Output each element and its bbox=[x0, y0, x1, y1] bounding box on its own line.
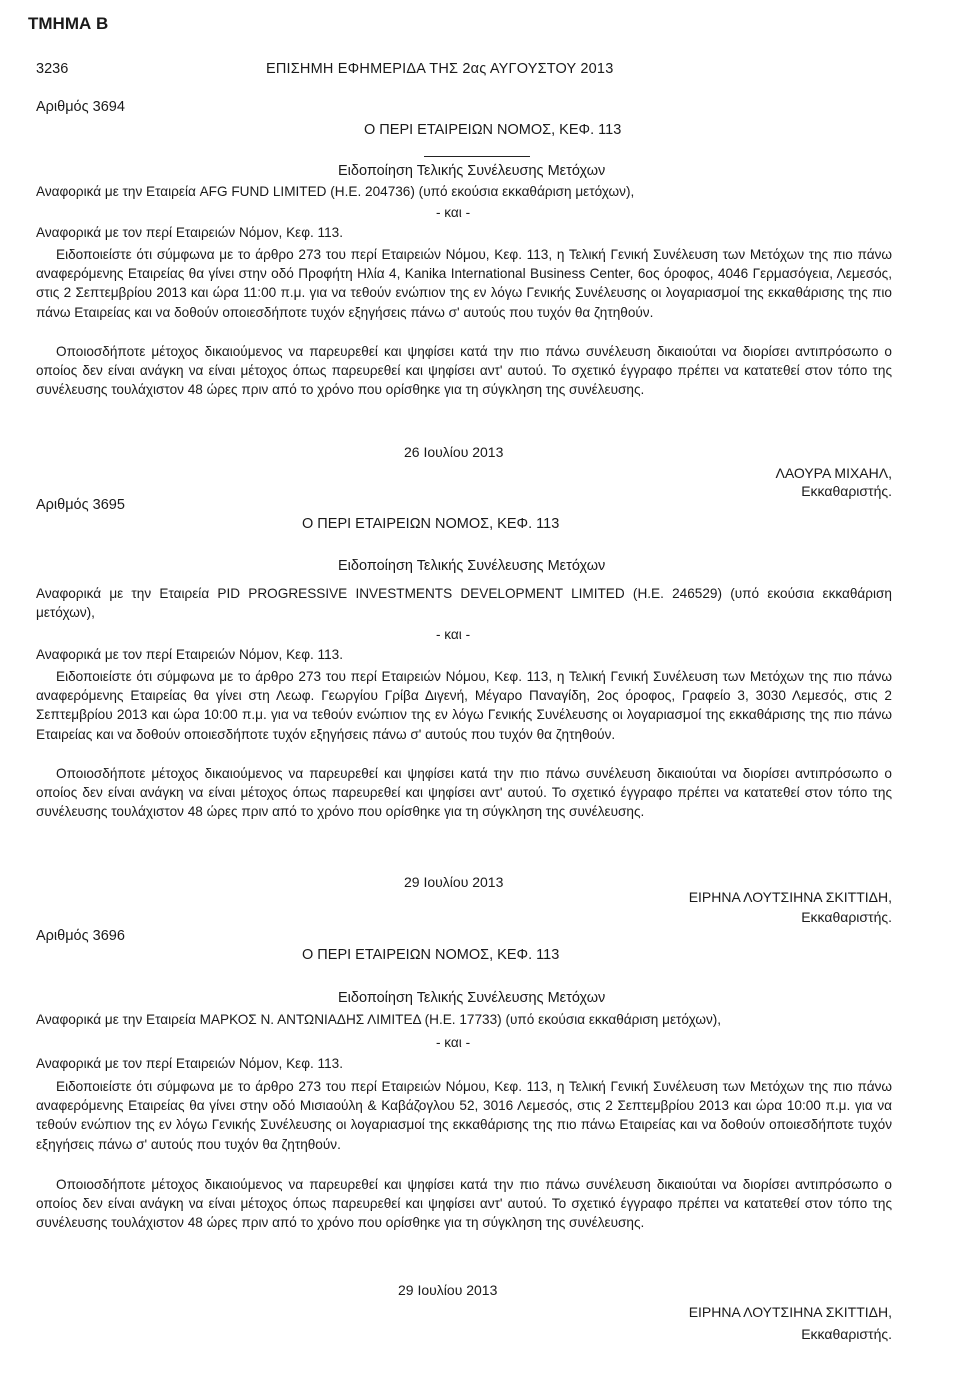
notice-title: Ειδοποίηση Τελικής Συνέλευσης Μετόχων bbox=[338, 163, 606, 179]
notice-body: Ειδοποιείστε ότι σύμφωνα με το άρθρο 273 του περί Εταιρειών Νόμου, Κεφ. 113, η Τελική Γενική Συνέλευση των Μετόχων της πιο πάνω αναφερόμενης Εταιρείας θα γίνει στην οδό Μισιαούλη & Καβάζογλου 52, 3016 Λεμεσός, στις 2 Σεπτεμβρίου 2013 και ώρα 10:00 π.μ. για να τεθούν ενώπιον της εν λόγω Γενικής Συνέλευσης οι λογαριασμοί της εκκαθάρισης της πιο πάνω Εταιρείας και να δοθούν οποιεσδήποτε τυχόν εξηγήσεις πάνω σ' αυτούς που τυχόν θα ζητηθούν. bbox=[36, 1079, 892, 1152]
proxy-paragraph: Οποιοσδήποτε μέτοχος δικαιούμενος να παρευρεθεί και ψηφίσει κατά την πιο πάνω συνέλευση δικαιούται να διορίσει αντιπρόσωπο ο οποίος δεν είναι ανάγκη να είναι μέτοχος όπως παρευρεθεί και ψηφίσει αντ' αυτού. Το σχετικό έγγραφο πρέπει να κατατεθεί στον τόπο της συνέλευσης τουλάχιστον 48 ώρες πριν από το χρόνο που ορίσθηκε για τη σύγκληση της συνέλευσης. bbox=[36, 1177, 892, 1231]
notice-number: Αριθμός 3696 bbox=[36, 928, 125, 944]
signatory-name: ΕΙΡΗΝΑ ΛΟΥΤΣΙΗΝΑ ΣΚΙΤΤΙΔΗ, bbox=[688, 889, 892, 905]
notice-number: Αριθμός 3694 bbox=[36, 99, 125, 115]
section-heading: ΤΜΗΜΑ Β bbox=[28, 14, 109, 33]
page-number: 3236 bbox=[36, 61, 69, 77]
law-heading: Ο ΠΕΡΙ ΕΤΑΙΡΕΙΩΝ ΝΟΜΟΣ, ΚΕΦ. 113 bbox=[364, 122, 622, 138]
law-heading: Ο ΠΕΡΙ ΕΤΑΙΡΕΙΩΝ ΝΟΜΟΣ, ΚΕΦ. 113 bbox=[302, 947, 560, 963]
company-line: Αναφορικά με την Εταιρεία PID PROGRESSIVE INVESTMENTS DEVELOPMENT LIMITED (Η.Ε. 246529) (υπό εκούσια εκκαθάριση μετόχων), bbox=[36, 586, 892, 621]
gazette-title: ΕΠΙΣΗΜΗ ΕΦΗΜΕΡΙΔΑ ΤΗΣ 2ας ΑΥΓΟΥΣΤΟΥ 2013 bbox=[266, 61, 614, 77]
proxy-paragraph: Οποιοσδήποτε μέτοχος δικαιούμενος να παρευρεθεί και ψηφίσει κατά την πιο πάνω συνέλευση δικαιούται να διορίσει αντιπρόσωπο ο οποίος δεν είναι ανάγκη να είναι μέτοχος όπως παρευρεθεί και ψηφίσει αντ' αυτού. Το σχετικό έγγραφο πρέπει να κατατεθεί στον τόπο της συνέλευσης τουλάχιστον 48 ώρες πριν από το χρόνο που ορίσθηκε για τη σύγκληση της συνέλευσης. bbox=[36, 344, 892, 398]
notice-title: Ειδοποίηση Τελικής Συνέλευσης Μετόχων bbox=[338, 990, 606, 1006]
signatory-role: Εκκαθαριστής. bbox=[801, 909, 892, 925]
notice-date: 26 Ιουλίου 2013 bbox=[404, 444, 504, 460]
notice-number: Αριθμός 3695 bbox=[36, 497, 125, 513]
and-connector: - και - bbox=[436, 205, 471, 220]
law-heading: Ο ΠΕΡΙ ΕΤΑΙΡΕΙΩΝ ΝΟΜΟΣ, ΚΕΦ. 113 bbox=[302, 516, 560, 532]
law-reference: Αναφορικά με τον περί Εταιρειών Νόμον, Κεφ. 113. bbox=[36, 647, 344, 662]
proxy-paragraph: Οποιοσδήποτε μέτοχος δικαιούμενος να παρευρεθεί και ψηφίσει κατά την πιο πάνω συνέλευση δικαιούται να διορίσει αντιπρόσωπο ο οποίος δεν είναι ανάγκη να είναι μέτοχος όπως παρευρεθεί και ψηφίσει αντ' αυτού. Το σχετικό έγγραφο πρέπει να κατατεθεί στον τόπο της συνέλευσης τουλάχιστον 48 ώρες πριν από το χρόνο που ορίσθηκε για τη σύγκληση της συνέλευσης. bbox=[36, 766, 892, 820]
notice-title: Ειδοποίηση Τελικής Συνέλευσης Μετόχων bbox=[338, 558, 606, 574]
signatory-role: Εκκαθαριστής. bbox=[801, 1326, 892, 1342]
and-connector: - και - bbox=[436, 1035, 471, 1050]
signatory-name: ΛΑΟΥΡΑ ΜΙΧΑΗΛ, bbox=[775, 465, 892, 481]
law-reference: Αναφορικά με τον περί Εταιρειών Νόμον, Κεφ. 113. bbox=[36, 225, 344, 240]
law-reference: Αναφορικά με τον περί Εταιρειών Νόμον, Κεφ. 113. bbox=[36, 1056, 344, 1071]
company-line: Αναφορικά με την Εταιρεία AFG FUND LIMITED (Η.Ε. 204736) (υπό εκούσια εκκαθάριση μετόχων), bbox=[36, 184, 635, 199]
signatory-name: ΕΙΡΗΝΑ ΛΟΥΤΣΙΗΝΑ ΣΚΙΤΤΙΔΗ, bbox=[688, 1304, 892, 1320]
company-line: Αναφορικά με την Εταιρεία ΜΑΡΚΟΣ Ν. ΑΝΤΩΝΙΑΔΗΣ ΛΙΜΙΤΕΔ (Η.Ε. 17733) (υπό εκούσια εκκαθάριση μετόχων), bbox=[36, 1012, 722, 1027]
notice-body: Ειδοποιείστε ότι σύμφωνα με το άρθρο 273 του περί Εταιρειών Νόμου, Κεφ. 113, η Τελική Γενική Συνέλευση των Μετόχων της πιο πάνω αναφερόμενης Εταιρείας θα γίνει στη Λεωφ. Γεωργίου Γρίβα Διγενή, Μέγαρο Παναγίδη, 2ος όροφος, Γραφείο 3, 3030 Λεμεσός, στις 2 Σεπτεμβρίου 2013 και ώρα 10:00 π.μ. για να τεθούν ενώπιον της εν λόγω Γενικής Συνέλευσης οι λογαριασμοί της εκκαθάρισης της πιο πάνω Εταιρείας και να δοθούν οποιεσδήποτε τυχόν εξηγήσεις πάνω σ' αυτούς που τυχόν θα ζητηθούν. bbox=[36, 669, 892, 742]
notice-body: Ειδοποιείστε ότι σύμφωνα με το άρθρο 273 του περί Εταιρειών Νόμου, Κεφ. 113, η Τελική Γενική Συνέλευση των Μετόχων της πιο πάνω αναφερόμενης Εταιρείας θα γίνει στην οδό Προφήτη Ηλία 4, Kanika International Business Center, 6ος όροφος, 4046 Γερμασόγεια, Λεμεσός, στις 2 Σεπτεμβρίου 2013 και ώρα 11:00 π.μ. για να τεθούν ενώπιον της εν λόγω Γενικής Συνέλευσης οι λογαριασμοί της εκκαθάρισης της πιο πάνω Εταιρείας και να δοθούν οποιεσδήποτε τυχόν εξηγήσεις πάνω σ' αυτούς που τυχόν θα ζητηθούν. bbox=[36, 247, 892, 320]
notice-date: 29 Ιουλίου 2013 bbox=[398, 1282, 498, 1298]
and-connector: - και - bbox=[436, 627, 471, 642]
separator-line bbox=[424, 156, 530, 157]
notice-date: 29 Ιουλίου 2013 bbox=[404, 874, 504, 890]
signatory-role: Εκκαθαριστής. bbox=[801, 483, 892, 499]
